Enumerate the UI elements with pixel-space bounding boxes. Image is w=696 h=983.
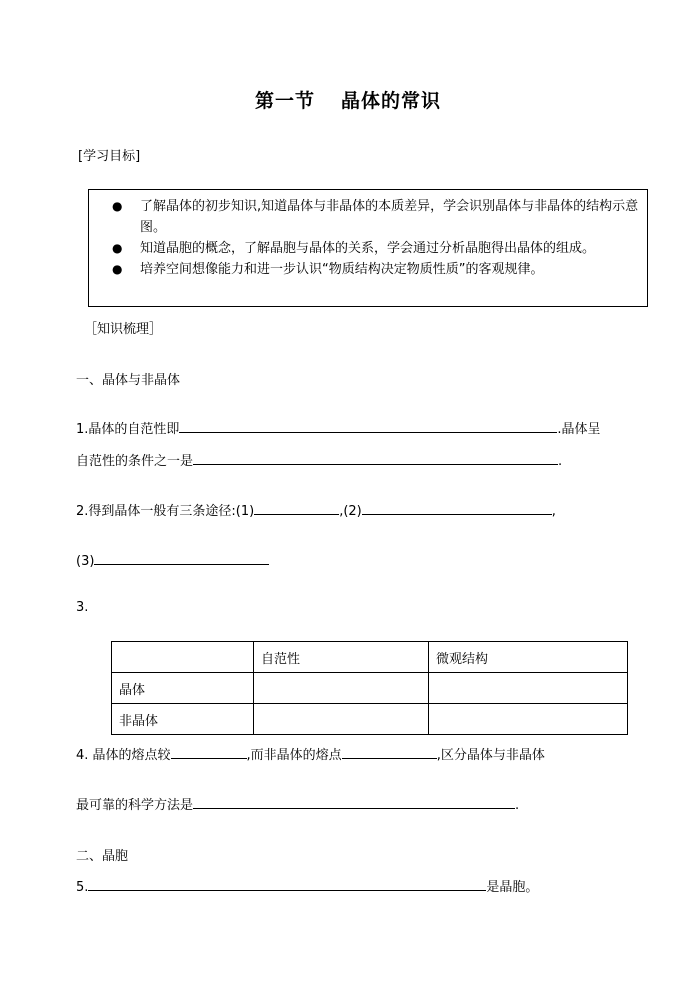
answer-blank[interactable] (171, 744, 247, 759)
answer-blank[interactable] (193, 794, 515, 809)
comparison-table (111, 641, 628, 735)
heading-crystal-vs-noncrystal: 一、晶体与非晶体 (76, 373, 181, 388)
table-row-label: 非晶体 (112, 704, 254, 735)
table-row (112, 704, 628, 735)
question-1-line-2: 自范性的条件之一是 . (76, 450, 562, 469)
title-section: 第一节 (254, 90, 315, 112)
table-header-row (112, 642, 628, 673)
bullet-icon: ● (112, 262, 123, 276)
section-knowledge-heading: ［知识梳理］ (84, 322, 163, 337)
question-4-line-1: 4. 晶体的熔点较 ,而非晶体的熔点 ,区分晶体与非晶体 (76, 744, 545, 763)
table-row (112, 673, 628, 704)
heading-unit-cell: 二、晶胞 (76, 849, 129, 864)
table-row-label: 晶体 (112, 673, 254, 704)
answer-blank[interactable] (88, 876, 486, 891)
answer-blank[interactable] (342, 744, 437, 759)
table-header-cell: 微观结构 (429, 642, 628, 673)
table-cell[interactable] (429, 704, 628, 735)
question-5: 5. 是晶胞。 (76, 876, 538, 895)
table-cell[interactable] (429, 673, 628, 704)
title-topic: 晶体的常识 (341, 90, 442, 112)
answer-blank[interactable] (179, 418, 557, 433)
table-cell[interactable] (254, 704, 429, 735)
goal-item: 知道晶胞的概念，了解晶胞与晶体的关系，学会通过分析晶胞得出晶体的组成。 (140, 241, 596, 256)
goal-item: 培养空间想像能力和进一步认识“物质结构决定物质性质”的客观规律。 (140, 262, 544, 277)
question-2-line-2: (3) (76, 550, 269, 569)
answer-blank[interactable] (193, 450, 558, 465)
page-title (0, 86, 696, 113)
bullet-icon: ● (112, 199, 123, 213)
answer-blank[interactable] (254, 500, 339, 515)
question-3-label: 3. (76, 600, 89, 615)
question-1-line-1: 1.晶体的自范性即 .晶体呈 (76, 418, 601, 437)
table-header-cell (112, 642, 254, 673)
goal-item: 了解晶体的初步知识,知道晶体与非晶体的本质差异，学会识别晶体与非晶体的结构示意图。 (140, 199, 639, 235)
table-cell[interactable] (254, 673, 429, 704)
answer-blank[interactable] (94, 550, 269, 565)
section-goals-heading: [学习目标] (78, 149, 141, 164)
bullet-icon: ● (112, 241, 123, 255)
answer-blank[interactable] (362, 500, 552, 515)
question-2-line-1: 2.得到晶体一般有三条途径:(1) ,(2) , (76, 500, 556, 519)
table-header-cell: 自范性 (254, 642, 429, 673)
question-4-line-2: 最可靠的科学方法是 . (76, 794, 519, 813)
